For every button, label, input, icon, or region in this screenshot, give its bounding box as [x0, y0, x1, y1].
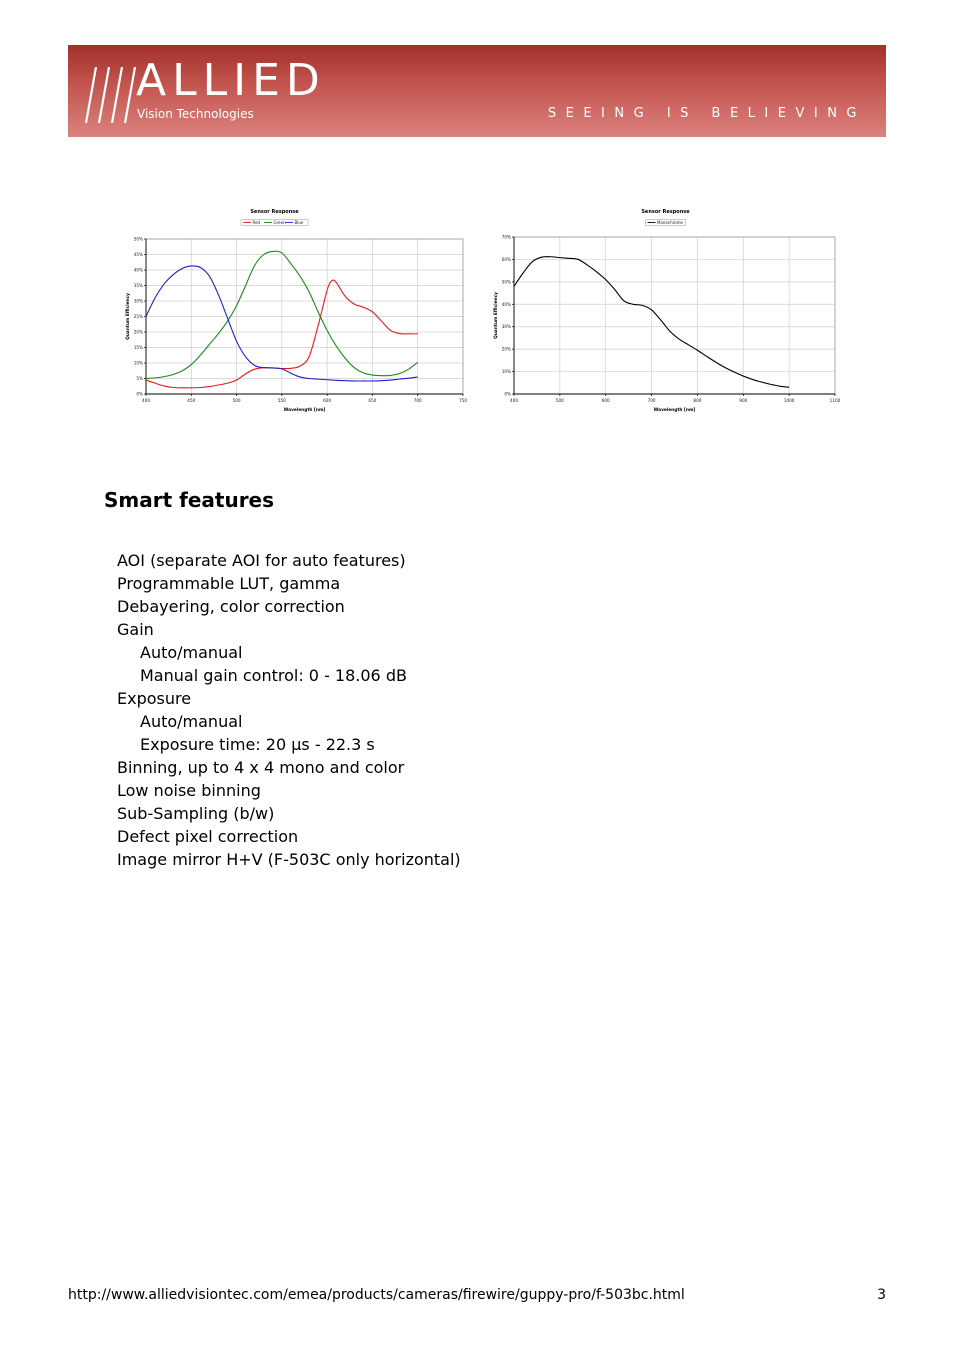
- x-tick-label: 400: [510, 398, 518, 403]
- feature-item: Debayering, color correction: [117, 597, 345, 616]
- feature-item: Low noise binning: [117, 781, 261, 800]
- chart-svg: [118, 200, 476, 422]
- legend-label-green: Green: [273, 220, 286, 225]
- y-tick-label: 0%: [136, 391, 143, 397]
- x-tick-label: 400: [142, 398, 150, 403]
- y-tick-label: 30%: [133, 298, 143, 304]
- logo-slashes-icon: [84, 67, 136, 123]
- y-axis-label: Quantum Efficiency: [494, 292, 499, 339]
- feature-subitem: Auto/manual: [140, 643, 243, 662]
- x-tick-label: 750: [459, 398, 467, 403]
- chart-title: Sensor Response: [641, 209, 690, 215]
- y-tick-label: 50%: [501, 279, 511, 285]
- y-tick-label: 20%: [133, 329, 143, 335]
- feature-subitem: Manual gain control: 0 - 18.06 dB: [140, 666, 407, 685]
- x-tick-label: 900: [739, 398, 748, 403]
- feature-item: Image mirror H+V (F-503C only horizontal): [117, 850, 461, 869]
- logo-name: ALLIED: [136, 55, 326, 106]
- footer-url: http://www.alliedvisiontec.com/emea/products/cameras/firewire/guppy-pro/f-503bc.html: [68, 1287, 685, 1303]
- feature-item: AOI (separate AOI for auto features): [117, 551, 406, 570]
- y-tick-label: 40%: [133, 267, 143, 273]
- chart-sensor-response-mono: [488, 200, 844, 422]
- x-axis-label: Wavelength [nm]: [653, 408, 696, 413]
- y-tick-label: 45%: [133, 252, 143, 257]
- chart-title: Sensor Response: [250, 209, 299, 215]
- feature-subitem: Auto/manual: [140, 712, 243, 731]
- y-axis-label: Quantum Efficiency: [126, 293, 131, 340]
- x-tick-label: 650: [368, 398, 377, 403]
- y-tick-label: 50%: [133, 236, 143, 242]
- feature-item: Programmable LUT, gamma: [117, 574, 341, 593]
- legend-label-blue: Blue: [294, 220, 304, 225]
- y-tick-label: 40%: [501, 301, 511, 307]
- y-tick-label: 15%: [133, 345, 143, 350]
- x-tick-label: 700: [413, 398, 422, 403]
- feature-item: Defect pixel correction: [117, 827, 299, 846]
- feature-item: Exposure: [117, 689, 192, 708]
- x-tick-label: 600: [601, 398, 610, 403]
- feature-item: Binning, up to 4 x 4 mono and color: [117, 758, 405, 777]
- x-tick-label: 1100: [829, 398, 841, 403]
- legend-label-monochrome: Monochrome: [657, 220, 683, 225]
- header-banner: [68, 45, 886, 137]
- y-tick-label: 70%: [501, 234, 511, 240]
- x-tick-label: 1000: [783, 398, 795, 403]
- y-tick-label: 5%: [136, 376, 143, 381]
- legend-label-red: Red: [252, 220, 261, 225]
- x-tick-label: 700: [647, 398, 656, 403]
- x-axis-label: Wavelength [nm]: [283, 408, 326, 413]
- y-tick-label: 30%: [501, 324, 511, 330]
- y-tick-label: 25%: [133, 314, 143, 319]
- feature-subitem: Exposure time: 20 µs - 22.3 s: [140, 735, 375, 754]
- chart-svg: [488, 200, 844, 422]
- y-tick-label: 10%: [133, 360, 143, 366]
- y-tick-label: 20%: [501, 346, 511, 352]
- x-tick-label: 800: [693, 398, 702, 403]
- y-tick-label: 35%: [133, 283, 143, 288]
- y-tick-label: 10%: [501, 369, 511, 375]
- tagline: SEEING IS BELIEVING: [547, 106, 866, 121]
- x-tick-label: 500: [232, 398, 241, 403]
- chart-sensor-response-color: [118, 200, 476, 422]
- x-tick-label: 500: [555, 398, 564, 403]
- y-tick-label: 0%: [504, 391, 511, 397]
- plot-frame: [514, 237, 835, 394]
- feature-list: [117, 549, 461, 871]
- feature-item: Gain: [117, 620, 154, 639]
- x-tick-label: 600: [323, 398, 332, 403]
- page-number: 3: [877, 1287, 886, 1303]
- y-tick-label: 60%: [501, 256, 511, 262]
- feature-item: Sub-Sampling (b/w): [117, 804, 275, 823]
- logo-subtitle: Vision Technologies: [137, 107, 254, 121]
- section-title: Smart features: [104, 488, 275, 512]
- x-tick-label: 450: [187, 398, 196, 403]
- x-tick-label: 550: [277, 398, 286, 403]
